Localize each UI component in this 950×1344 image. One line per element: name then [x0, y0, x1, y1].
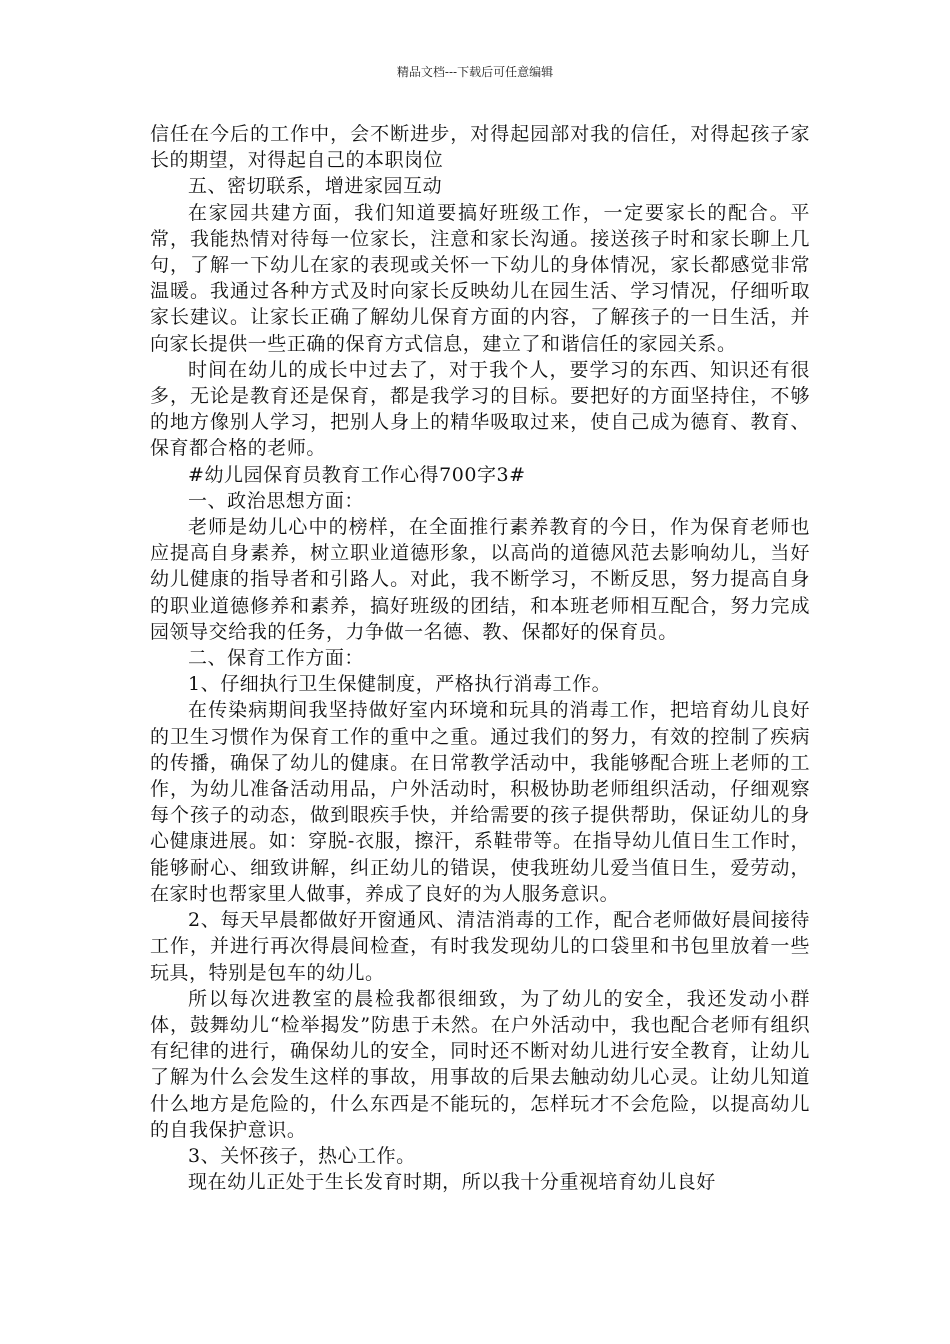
- section-heading-1: 一、政治思想方面：: [188, 489, 364, 512]
- paragraph: 老师是幼儿心中的榜样，在全面推行素养教育的今日，作为保育老师也应提高自身素养，树立职业道德形象，以高尚的道德风范去影响幼儿，当好幼儿健康的指导者和引路人。对此，我不断学习，不断反思，努力提高自身的职业道德修养和素养，搞好班级的团结，和本班老师相互配合，努力完成园领导交给我的任务，力争做一名德、教、保都好的保育员。: [150, 516, 810, 643]
- paragraph: 在家园共建方面，我们知道要搞好班级工作，一定要家长的配合。平常，我能热情对待每一位家长，注意和家长沟通。接送孩子时和家长聊上几句，了解一下幼儿在家的表现或关怀一下幼儿的身体情况，家长都感觉非常温暖。我通过各种方式及时向家长反映幼儿在园生活、学习情况，仔细听取家长建议。让家长正确了解幼儿保育方面的内容，了解孩子的一日生活，并向家长提供一些正确的保育方式信息，建立了和谐信任的家园关系。: [150, 201, 810, 355]
- paragraph: 在传染病期间我坚持做好室内环境和玩具的消毒工作，把培育幼儿良好的卫生习惯作为保育工作的重中之重。通过我们的努力，有效的控制了疾病的传播，确保了幼儿的健康。在日常教学活动中，我能够配合班上老师的工作，为幼儿准备活动用品，户外活动时，积极协助老师组织活动，仔细观察每个孩子的动态，做到眼疾手快，并给需要的孩子提供帮助，保证幼儿的身心健康进展。如：穿脱-衣服，擦汗，系鞋带等。在指导幼儿值日生工作时，能够耐心、细致讲解，纠正幼儿的错误，使我班幼儿爱当值日生，爱劳动，在家时也帮家里人做事，养成了良好的为人服务意识。: [150, 699, 810, 905]
- paragraph: 现在幼儿正处于生长发育时期，所以我十分重视培育幼儿良好: [188, 1171, 716, 1194]
- document-body: [150, 121, 810, 1195]
- subsection-heading-1: 1、仔细执行卫生保健制度，严格执行消毒工作。: [188, 673, 612, 696]
- paragraph-continuation: 信任在今后的工作中，会不断进步，对得起园部对我的信任，对得起孩子家长的期望，对得起自己的本职岗位: [150, 123, 810, 172]
- subsection-heading-3: 3、关怀孩子，热心工作。: [188, 1144, 416, 1167]
- paragraph: 时间在幼儿的成长中过去了，对于我个人，要学习的东西、知识还有很多，无论是教育还是保育，都是我学习的目标。要把好的方面坚持住，不够的地方像别人学习，把别人身上的精华吸取过来，使自己成为德育、教育、保育都合格的老师。: [150, 358, 810, 460]
- article-title: #幼儿园保育员教育工作心得700字3#: [188, 463, 526, 486]
- section-heading-2: 二、保育工作方面：: [188, 647, 364, 670]
- paragraph: 所以每次进教室的晨检我都很细致，为了幼儿的安全，我还发动小群体，鼓舞幼儿“检举揭发”防患于未然。在户外活动中，我也配合老师有组织有纪律的进行，确保幼儿的安全，同时还不断对幼儿进行安全教育，让幼儿了解为什么会发生这样的事故，用事故的后果去触动幼儿心灵。让幼儿知道什么地方是危险的，什么东西是不能玩的，怎样玩才不会危险，以提高幼儿的自我保护意识。: [150, 987, 810, 1141]
- section-heading-5: 五、密切联系，增进家园互动: [188, 175, 443, 198]
- subsection-item-2: 2、每天早晨都做好开窗通风、清洁消毒的工作，配合老师做好晨间接待工作，并进行再次得晨间检查，有时我发现幼儿的口袋里和书包里放着一些玩具，特别是包车的幼儿。: [150, 909, 810, 984]
- page-header: 精品文档---下载后可任意编辑: [396, 65, 554, 79]
